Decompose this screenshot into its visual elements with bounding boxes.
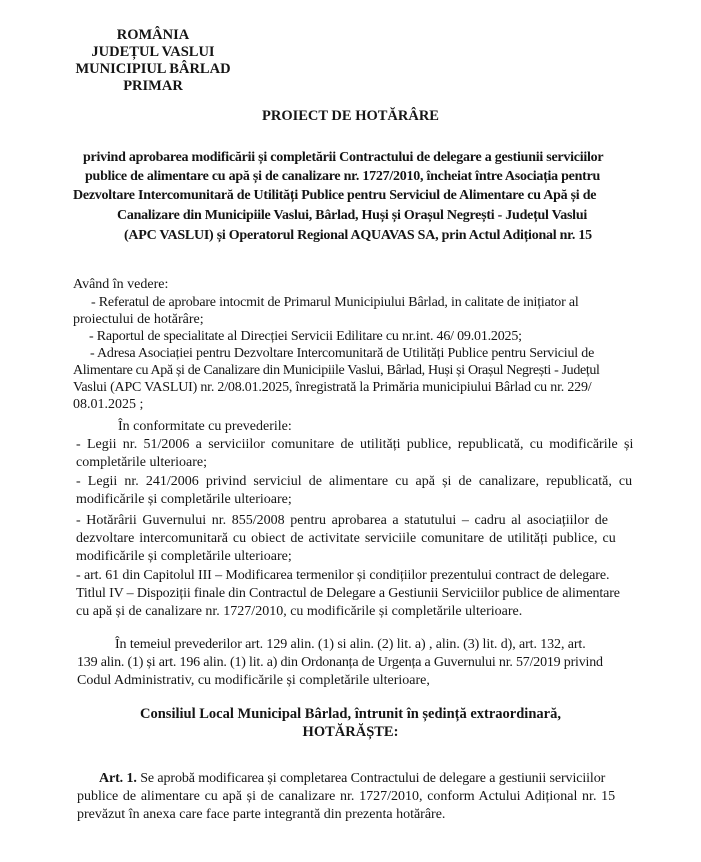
- decision-heading: HOTĂRĂȘTE:: [302, 724, 399, 740]
- subject-line-2: publice de alimentare cu apă și de canalizare nr. 1727/2010, încheiat între Asociația pentru: [85, 169, 601, 184]
- compliance-line-9: Titlul IV – Dispoziții finale din Contractul de Delegare a Gestiunii Serviciilor publice de alimentare: [76, 586, 620, 601]
- council-line: Consiliul Local Municipal Bârlad, întrunit în ședință extraordinară,: [140, 706, 561, 722]
- considering-intro: Având în vedere:: [73, 277, 169, 292]
- compliance-line-8: - art. 61 din Capitolul III – Modificarea termenilor și condițiilor prezentului contract de delegare.: [76, 568, 610, 583]
- considering-line-5: Alimentare cu Apă și de Canalizare din Municipiile Vaslui, Bârlad, Huși și Orașul Negrești - Județul: [73, 363, 600, 378]
- document-title: PROIECT DE HOTĂRÂRE: [262, 108, 439, 124]
- compliance-line-7: modificările și completările ulterioare;: [76, 549, 292, 564]
- compliance-line-1: - Legii nr. 51/2006 a serviciilor comunitare de utilități publice, republicată, cu modificările și: [76, 437, 634, 452]
- considering-line-3: - Raportul de specialitate al Direcției Servicii Edilitare cu nr.int. 46/ 09.01.2025;: [89, 329, 522, 344]
- article-1-line-2: publice de alimentare cu apă și de canalizare nr. 1727/2010, conform Actului Adițional nr. 15: [77, 789, 616, 804]
- article-1-text-1: Se aprobă modificarea și completarea Contractului de delegare a gestiunii serviciilor: [136, 771, 606, 786]
- compliance-line-4: modificările și completările ulterioare;: [76, 492, 292, 507]
- considering-line-2: proiectului de hotărâre;: [73, 312, 204, 327]
- subject-line-1: privind aprobarea modificării și completării Contractului de delegare a gestiunii serviciilor: [83, 150, 604, 165]
- compliance-line-6: dezvoltare intercomunitară cu obiect de activitate serviciile comunitare de utilități publice, cu: [76, 531, 616, 546]
- header-county: JUDEȚUL VASLUI: [91, 44, 215, 60]
- compliance-line-2: completările ulterioare;: [76, 455, 207, 470]
- legal-basis-line-2: 139 alin. (1) și art. 196 alin. (1) lit. a) din Ordonanța de Urgența a Guvernului nr. 57/2019 privind: [77, 655, 603, 670]
- subject-line-5: (APC VASLUI) și Operatorul Regional AQUAVAS SA, prin Actul Adițional nr. 15: [124, 228, 592, 243]
- article-1-line-3: prevăzut în anexa care face parte integrantă din prezenta hotărâre.: [77, 807, 446, 822]
- considering-line-6: Vaslui (APC VASLUI) nr. 2/08.01.2025, înregistrată la Primăria municipiului Bârlad cu nr. 229/: [73, 380, 592, 395]
- legal-basis-line-3: Codul Administrativ, cu modificările și completările ulterioare,: [77, 673, 430, 688]
- compliance-intro: În conformitate cu prevederile:: [118, 419, 292, 434]
- legal-basis-line-1: În temeiul prevederilor art. 129 alin. (1) si alin. (2) lit. a) , alin. (3) lit. d), art. 132, art.: [115, 637, 586, 652]
- considering-line-4: - Adresa Asociației pentru Dezvoltare Intercomunitară de Utilități Publice pentru Serviciul de: [90, 346, 595, 361]
- subject-line-4: Canalizare din Municipiile Vaslui, Bârlad, Huși și Orașul Negrești - Județul Vaslui: [117, 208, 587, 223]
- compliance-line-5: - Hotărârii Guvernului nr. 855/2008 pentru aprobarea a statutului – cadru al asociațiilor de: [76, 513, 608, 528]
- compliance-line-3: - Legii nr. 241/2006 privind serviciul de alimentare cu apă și de canalizare, republicată, cu: [76, 474, 633, 489]
- considering-line-1: - Referatul de aprobare intocmit de Primarul Municipiului Bârlad, in calitate de inițiator al: [91, 295, 579, 310]
- considering-line-7: 08.01.2025 ;: [73, 397, 144, 412]
- subject-line-3: Dezvoltare Intercomunitară de Utilități Publice pentru Serviciul de Alimentare cu Apă și de: [73, 188, 597, 203]
- header-municipality: MUNICIPIUL BÂRLAD: [75, 61, 231, 77]
- header-country: ROMÂNIA: [116, 27, 190, 43]
- compliance-line-10: cu apă și de canalizare nr. 1727/2010, cu modificările și completările ulterioare.: [76, 604, 523, 619]
- header-office: PRIMAR: [123, 78, 183, 94]
- article-1-first-line: [99, 771, 605, 787]
- article-1-label: Art. 1.: [99, 771, 137, 786]
